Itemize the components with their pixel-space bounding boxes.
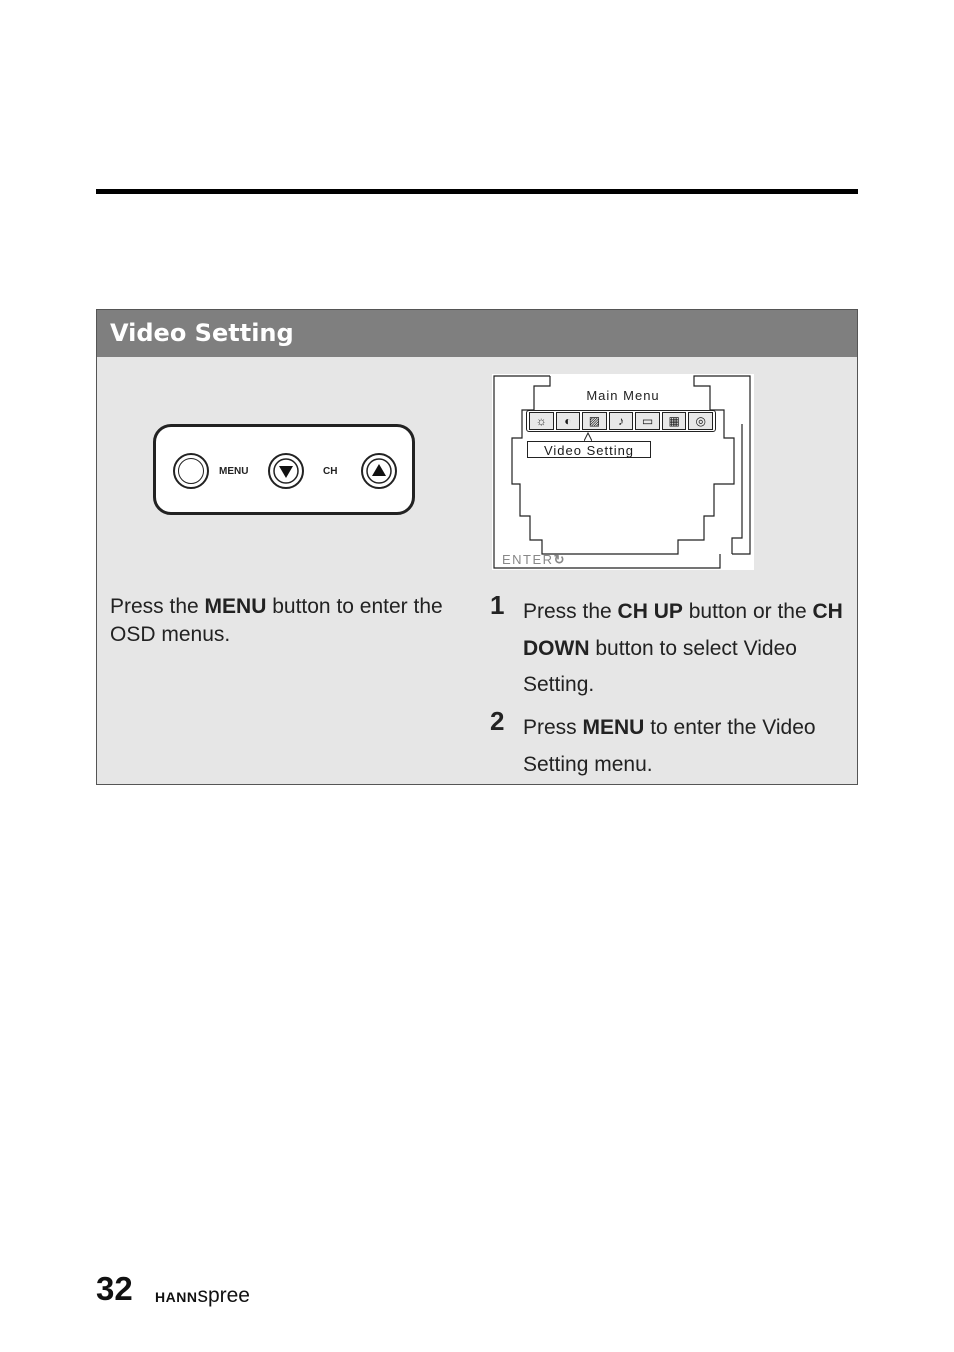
ch-down-button[interactable]: [268, 453, 304, 489]
osd-screen-illustration: [492, 374, 754, 570]
intro-pre: Press the: [110, 595, 205, 618]
intro-menu-bold: MENU: [204, 595, 267, 618]
globe-icon[interactable]: ◎: [688, 412, 713, 430]
brightness-icon[interactable]: ☼: [529, 412, 554, 430]
enter-arrow-icon: ↻: [553, 552, 566, 567]
osd-enter-hint: [502, 552, 566, 568]
ch-label: CH: [323, 466, 338, 477]
ch-up-bold: CH UP: [617, 600, 683, 623]
selection-pointer-icon: [584, 432, 592, 441]
intro-text: [110, 593, 470, 649]
intro-post: button to enter the OSD menus.: [110, 595, 443, 646]
osd-frame: [492, 374, 754, 570]
osd-selected-item[interactable]: Video Setting: [527, 441, 651, 458]
channel-icon[interactable]: ▦: [662, 412, 687, 430]
brand-logo: HANNspree: [155, 1284, 250, 1307]
menu-button[interactable]: [173, 453, 209, 489]
speaker-icon[interactable]: ♪: [609, 412, 634, 430]
tv-icon[interactable]: ▭: [635, 412, 660, 430]
picture-icon[interactable]: ▨: [582, 412, 607, 430]
osd-title: Main Menu: [586, 388, 660, 403]
enter-label: ENTER: [502, 552, 554, 567]
step-number: 1: [490, 590, 505, 620]
step-text: Press the CH UP button or the CH DOWN button to select Video Setting.: [523, 600, 843, 696]
down-arrow-icon: [270, 455, 302, 487]
ch-down-bold: CH DOWN: [523, 600, 843, 660]
menu-bold: MENU: [582, 716, 645, 739]
ch-up-button[interactable]: [361, 453, 397, 489]
section-title: Video Setting: [97, 310, 857, 357]
up-arrow-icon: [363, 455, 395, 487]
step-number: 2: [490, 706, 505, 736]
remote-control-illustration: [153, 424, 415, 515]
step-text: Press MENU to enter the Video Setting menu.: [523, 716, 816, 776]
video-setting-panel: [96, 309, 858, 785]
top-rule: [96, 189, 858, 194]
menu-label: MENU: [219, 466, 249, 477]
page-number: 32: [96, 1270, 133, 1307]
osd-icon-row: [526, 410, 716, 432]
contrast-icon[interactable]: ◐: [556, 412, 581, 430]
